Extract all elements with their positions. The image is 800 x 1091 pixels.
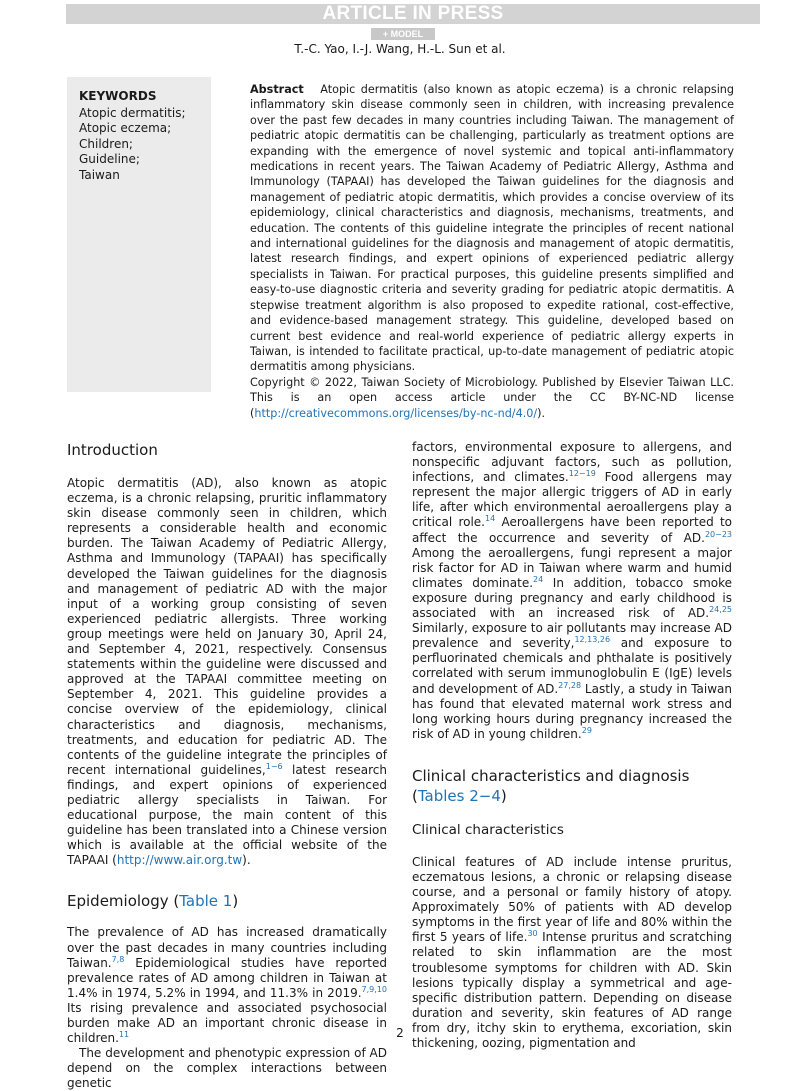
- introduction-heading: Introduction: [67, 441, 158, 459]
- citation-link[interactable]: 30: [527, 929, 538, 939]
- epidemiology-heading: Epidemiology (Table 1): [67, 892, 239, 911]
- citation-link[interactable]: 12−19: [568, 469, 596, 479]
- abstract: [250, 82, 734, 421]
- citation-link[interactable]: 20−23: [704, 529, 732, 539]
- citation-link[interactable]: 24: [533, 574, 544, 584]
- tables-2-4-link[interactable]: Tables 2−4: [417, 786, 501, 805]
- citation-link[interactable]: 1−6: [265, 761, 283, 771]
- right-column: [412, 440, 732, 1051]
- citation-link[interactable]: 14: [485, 514, 496, 524]
- abstract-body: [250, 82, 734, 375]
- citation-link[interactable]: 7,8: [111, 954, 125, 964]
- citation-link[interactable]: 11: [118, 1030, 130, 1040]
- model-badge: + MODEL: [371, 28, 435, 40]
- citation-link[interactable]: 24,25: [709, 605, 732, 615]
- keyword-item: Atopic dermatitis;: [79, 105, 186, 120]
- keyword-item: Children;: [79, 136, 133, 151]
- copyright-text: Copyright © 2022, Taiwan Society of Microbiology. Published by Elsevier Taiwan LLC. This is an open access article under the CC BY-NC-ND license (: [250, 375, 734, 420]
- copyright-notice: [250, 375, 734, 421]
- clinical-heading: Clinical characteristics and diagnosis (Tables 2−4): [412, 766, 690, 805]
- keyword-item: Taiwan: [79, 167, 120, 182]
- abstract-text: Atopic dermatitis (also known as atopic eczema) is a chronic relapsing inflammatory skin disease commonly seen in children, with increasing prevalence over the past few decades in many countries including Taiwan. The management of pediatric atopic dermatitis can be challenging, particularly as treatment options are expanding with the emergence of novel systemic and topical anti-inflammatory medications in recent years. The Taiwan Academy of Pediatric Allergy, Asthma and Immunology (TAPAAI) has developed the Taiwan guidelines for the diagnosis and management of pediatric atopic dermatitis, which provides a concise overview of its epidemiology, clinical characteristics and diagnosis, mechanisms, treatments, and education. The contents of this guideline integrate the principles of recent national and international guidelines for the diagnosis and management of atopic dermatitis, latest research findings, and expert opinions of experienced pediatric allergy specialists in Taiwan. For practical purposes, this guideline presents simplified and easy-to-use diagnostic criteria and severity grading for pediatric atopic dermatitis. A stepwise treatment algorithm is also proposed to expedite rational, cost-effective, and evidence-based management strategy. This guideline, developed based on current best evidence and real-world experience of pediatric allergy experts in Taiwan, is intended to facilitate practical, up-to-date management of pediatric atopic dermatitis among physicians.: [250, 83, 734, 374]
- citation-link[interactable]: 12,13,26: [574, 635, 611, 645]
- epidemiology-paragraph-2-continued: factors, environmental exposure to allergens, and nonspecific adjuvant factors, such as pollution, infections, and climates.$^{12-19}$ Food allergens may represent the major allergic triggers of AD in early life, after which environmental aeroallergens play a critical role.$^{14}$ Aeroallergens have been reported to affect the occurrence and severity of AD.$^{20-23}$ Among the aeroallergens, fungi represent a major risk factor for AD in Taiwan where warm and humid climates dominate.$^{24}$ In addition, tobacco smoke exposure during pregnancy and early childhood is associated with an increased risk of AD.$^{24,25}$ Similarly, exposure to air pollutants may increase AD prevalence and severity,$^{12,13,26}$ and exposure to perfluorinated chemicals and phthalate is positively correlated with serum immunoglobulin E (IgE) levels and development of AD.$^{27,28}$ Lastly, a study in Taiwan has found that elevated maternal work stress and long working hours during pregnancy increased the risk of AD in young children.$^{29}$: [412, 440, 733, 741]
- citation-link[interactable]: 29: [581, 725, 592, 735]
- clinical-paragraph: Clinical features of AD include intense pruritus, eczematous lesions, a chronic or relapsing disease course, and a personal or family history of atopy. Approximately 50% of patients with AD develop symptoms in the first year of life and 80% within the first 5 years of life.$^{30}$ Intense pruritus and scratching related to skin inflammation are the most troublesome symptoms for children with AD. Skin lesions typically display a symmetrical and age-specific distribution pattern. Depending on disease duration and severity, skin features of AD range from dry, itchy skin to erythema, excoriation, skin thickening, oozing, pigmentation and: [412, 854, 732, 1050]
- citation-link[interactable]: 7,9,10: [361, 984, 387, 994]
- table-1-link[interactable]: Table 1: [179, 892, 233, 911]
- epidemiology-paragraph-2: The development and phenotypic expression of AD depend on the complex interactions between genetic: [67, 1046, 387, 1091]
- keyword-item: Atopic eczema;: [79, 121, 172, 136]
- abstract-label: Abstract: [250, 83, 304, 96]
- introduction-paragraph: Atopic dermatitis (AD), also known as atopic eczema, is a chronic relapsing, pruritic inflammatory skin disease commonly seen in children, which represents a considerable health and economic burden. The Taiwan Academy of Pediatric Allergy, Asthma and Immunology (TAPAAI) has specifically developed the Taiwan guidelines for the diagnosis and management of pediatric AD with the major input of a working group consisting of seven experienced pediatric allergists. Three working group meetings were held on January 30, April 24, and September 4, 2021, respectively. Consensus statements within the guideline were discussed and approved at the TAPAAI committee meeting on September 4, 2021. This guideline provides a concise overview of the epidemiology, clinical characteristics and diagnosis, mechanisms, treatments, and education for pediatric AD. The contents of the guideline integrate the principles of recent international guidelines,$^{1-6}$ latest research findings, and expert opinions of experienced pediatric allergy specialists in Taiwan. For educational purpose, the main content of this guideline has been translated into a Chinese version which is available at the official website of the TAPAAI (http://www.air.org.tw).: [67, 476, 387, 868]
- page-number: 2: [396, 1026, 404, 1040]
- keywords-box: [67, 77, 211, 392]
- tapaai-website-link[interactable]: http://www.air.org.tw: [116, 853, 243, 868]
- keyword-item: Guideline;: [79, 152, 140, 167]
- left-column: [67, 440, 387, 1091]
- citation-link[interactable]: 27,28: [558, 680, 582, 690]
- keywords-title: KEYWORDS: [79, 89, 157, 103]
- article-in-press-banner: ARTICLE IN PRESS: [66, 4, 760, 24]
- clinical-subheading: Clinical characteristics: [412, 821, 564, 838]
- running-head-authors: T.-C. Yao, I.-J. Wang, H.-L. Sun et al.: [294, 42, 506, 56]
- epidemiology-paragraph-1: The prevalence of AD has increased dramatically over the past decades in many countries including Taiwan.$^{7,8}$ Epidemiological studies have reported prevalence rates of AD among children in Taiwan at 1.4% in 1974, 5.2% in 1994, and 11.3% in 2019.$^{7,9,10}$ Its rising prevalence and associated psychosocial burden make AD an important chronic disease in children.$^{11}$: [67, 925, 387, 1046]
- license-link[interactable]: http://creativecommons.org/licenses/by-nc-nd/4.0/: [254, 406, 538, 420]
- copyright-end: ).: [537, 406, 546, 420]
